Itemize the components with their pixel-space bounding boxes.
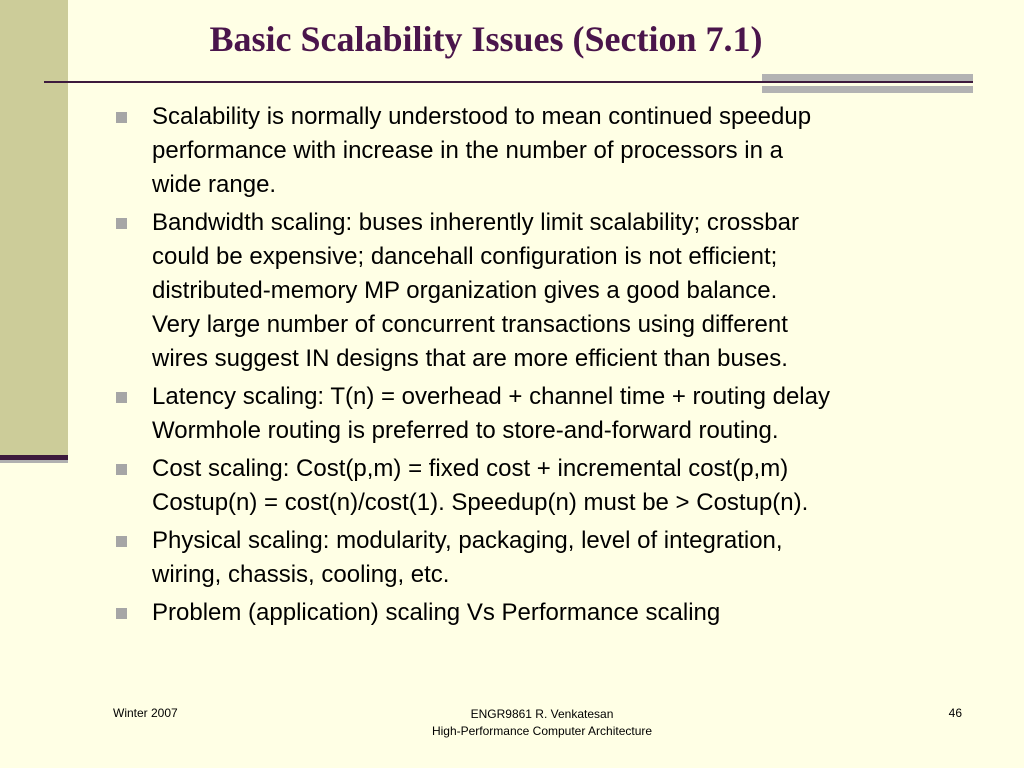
square-bullet-icon (116, 608, 127, 619)
bullet-item (116, 380, 966, 448)
bullet-text-line: Physical scaling: modularity, packaging, level of integration, (152, 527, 783, 554)
bullet-text-line: Costup(n) = cost(n)/cost(1). Speedup(n) must be > Costup(n). (152, 489, 809, 516)
bullet-text-line: distributed-memory MP organization gives a good balance. (152, 277, 778, 304)
bullet-text-line: wiring, chassis, cooling, etc. (152, 561, 450, 588)
bullet-text-line: performance with increase in the number of processors in a (152, 137, 783, 164)
square-bullet-icon (116, 464, 127, 475)
bullet-text-line: wires suggest IN designs that are more efficient than buses. (152, 345, 788, 372)
footer-page-number: 46 (948, 706, 962, 720)
bullet-text-line: could be expensive; dancehall configuration is not efficient; (152, 243, 778, 270)
square-bullet-icon (116, 392, 127, 403)
bullet-text-line: wide range. (152, 171, 277, 198)
footer-date: Winter 2007 (113, 706, 178, 720)
left-decor-panel (0, 0, 68, 455)
bullet-item (116, 100, 966, 202)
bullet-text-line: Very large number of concurrent transactions using different (152, 311, 788, 338)
bullet-text-line: Latency scaling: T(n) = overhead + channel time + routing delay (152, 383, 830, 410)
bullet-text-line: Scalability is normally understood to mean continued speedup (152, 103, 812, 130)
title-accent-bar-top (762, 74, 973, 81)
footer-course-line-2: High-Performance Computer Architecture (431, 724, 653, 738)
bullet-text-line: Bandwidth scaling: buses inherently limit scalability; crossbar (152, 209, 799, 236)
bullet-item (116, 452, 966, 520)
square-bullet-icon (116, 112, 127, 123)
bullet-text-line: Problem (application) scaling Vs Performance scaling (152, 599, 721, 626)
left-decor-rule-shadow (0, 460, 68, 463)
bullet-text-line: Cost scaling: Cost(p,m) = fixed cost + incremental cost(p,m) (152, 455, 789, 482)
bullet-item (116, 524, 966, 592)
footer-course-info (392, 706, 692, 740)
bullet-text-line: Wormhole routing is preferred to store-and-forward routing. (152, 417, 779, 444)
bullet-item (116, 596, 966, 630)
title-accent-bar-bottom (762, 86, 973, 93)
bullet-item (116, 206, 966, 376)
bullet-list (116, 100, 966, 634)
footer-course-line-1: ENGR9861 R. Venkatesan (470, 707, 614, 721)
square-bullet-icon (116, 218, 127, 229)
square-bullet-icon (116, 536, 127, 547)
slide-title: Basic Scalability Issues (Section 7.1) (209, 19, 763, 59)
title-rule (44, 81, 973, 83)
